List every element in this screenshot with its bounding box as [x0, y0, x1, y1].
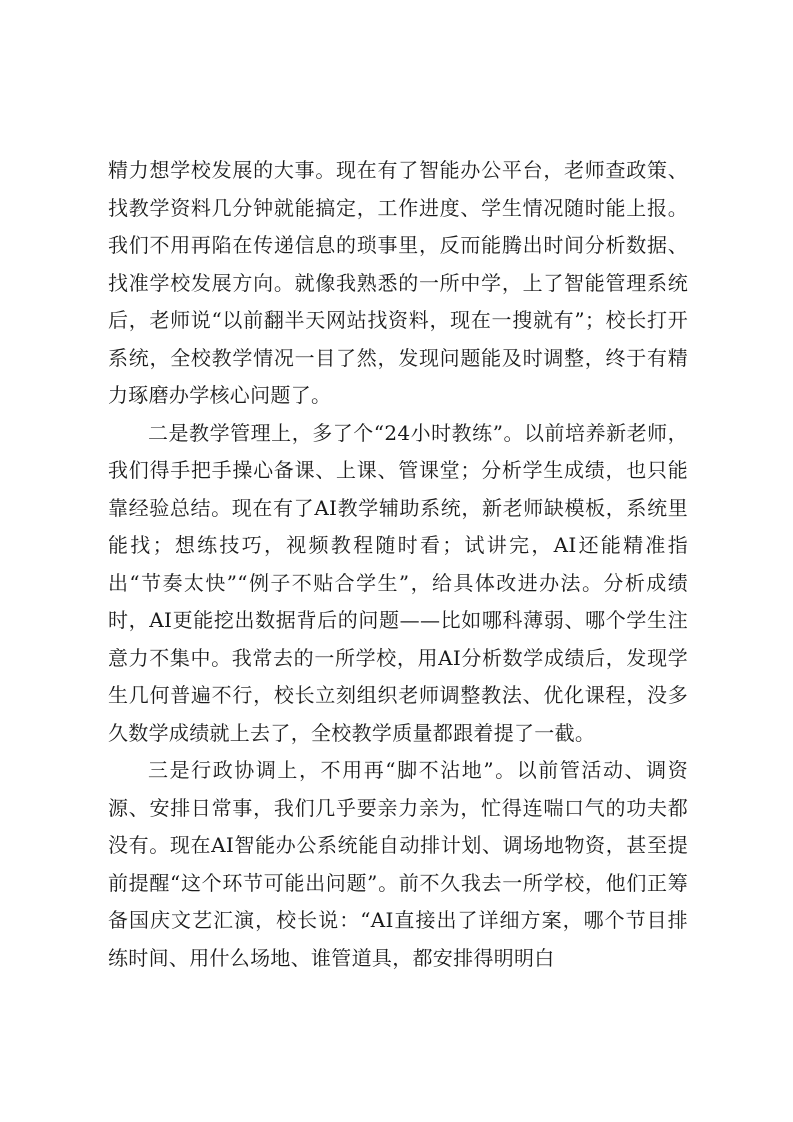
paragraph-administrative-coordination: 三是行政协调上，不用再“脚不沾地”。以前管活动、调资源、安排日常事，我们几乎要亲力亲为，忙得连喘口气的功夫都没有。现在AI智能办公系统能自动排计划、调场地物资，甚至提前提醒“这个环节可能出问题”。前不久我去一所学校，他们正筹备国庆文艺汇演，校长说：“AI直接出了详细方案，哪个节目排练时间、用什么场地、谁管道具，都安排得明明白	[108, 758, 688, 970]
body-text	[108, 152, 688, 977]
paragraph-teaching-management: 二是教学管理上，多了个“24小时教练”。以前培养新老师，我们得手把手操心备课、上课、管课堂；分析学生成绩，也只能靠经验总结。现在有了AI教学辅助系统，新老师缺模板，系统里能找；想练技巧，视频教程随时看；试讲完，AI还能精准指出“节奏太快”“例子不贴合学生”，给具体改进办法。分析成绩时，AI更能挖出数据背后的问题——比如哪科薄弱、哪个学生注意力不集中。我常去的一所学校，用AI分析数学成绩后，发现学生几何普遍不行，校长立刻组织老师调整教法、优化课程，没多久数学成绩就上去了，全校教学质量都跟着提了一截。	[108, 420, 688, 745]
paragraph-continuation: 精力想学校发展的大事。现在有了智能办公平台，老师查政策、找教学资料几分钟就能搞定，工作进度、学生情况随时能上报。我们不用再陷在传递信息的琐事里，反而能腾出时间分析数据、找准学校发展方向。就像我熟悉的一所中学，上了智能管理系统后，老师说“以前翻半天网站找资料，现在一搜就有”；校长打开系统，全校教学情况一目了然，发现问题能及时调整，终于有精力琢磨办学核心问题了。	[108, 158, 688, 407]
